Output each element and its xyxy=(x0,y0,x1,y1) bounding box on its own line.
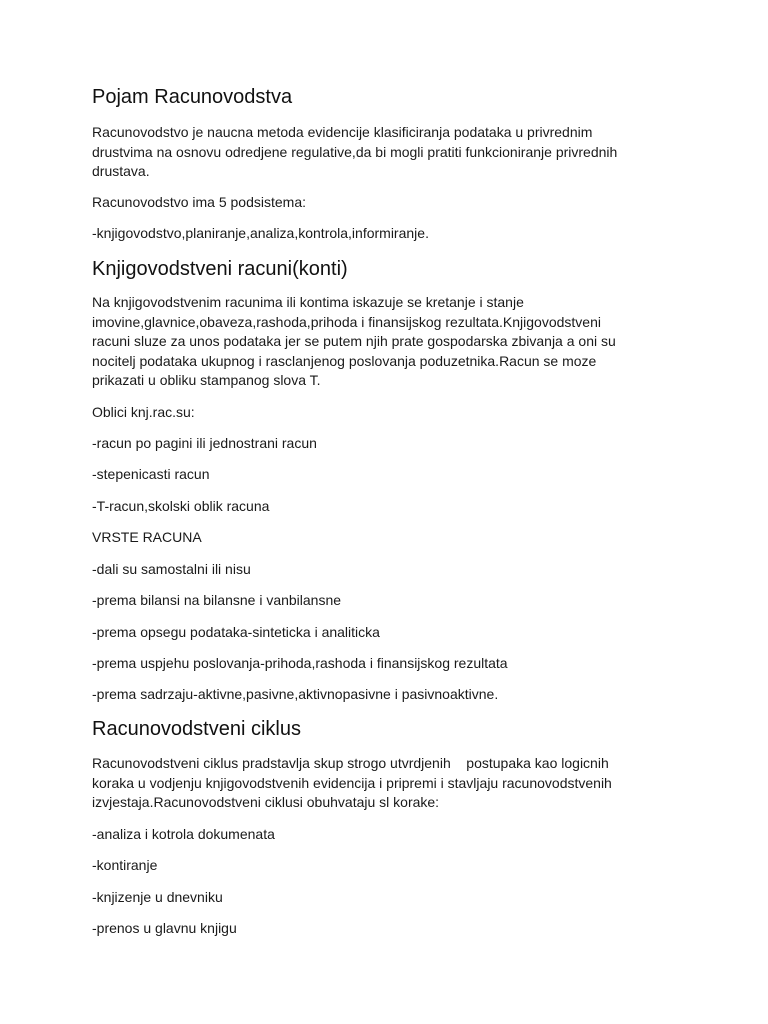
text-line: nocitelj podataka ukupnog i rasclanjenog poslovanja poduzetnika.Racun se moze xyxy=(92,352,597,369)
text-line: -stepenicasti racun xyxy=(92,466,210,482)
text-line: -dali su samostalni ili nisu xyxy=(92,561,251,577)
list-item xyxy=(92,856,157,876)
list-item xyxy=(92,497,269,517)
text-line: -prenos u glavnu knjigu xyxy=(92,920,237,936)
text-line: drustvima na osnovu odredjene regulative,da bi mogli pratiti funkcioniranje privrednih xyxy=(92,143,618,160)
text-line: -prema opsegu podataka-sinteticka i analiticka xyxy=(92,624,380,640)
paragraph xyxy=(92,528,202,548)
text-line: Racunovodstvo ima 5 podsistema: xyxy=(92,194,306,210)
text-line: -knjizenje u dnevniku xyxy=(92,889,223,905)
list-item xyxy=(92,434,317,454)
text-line: -kontiranje xyxy=(92,857,158,873)
text-line: prikazati u obliku stampanog slova T. xyxy=(92,372,321,388)
list-item xyxy=(92,654,508,674)
paragraph xyxy=(92,293,616,391)
list-item xyxy=(92,685,498,705)
list-item xyxy=(92,465,210,485)
list-item xyxy=(92,560,251,580)
paragraph xyxy=(92,224,429,244)
list-item xyxy=(92,825,275,845)
text-line: koraka u vodjenju knjigovodstvenih evidencija i pripremi i stavljaju racunovodstvenih xyxy=(92,774,612,791)
text-line: -T-racun,skolski oblik racuna xyxy=(92,498,270,514)
text-line: VRSTE RACUNA xyxy=(92,529,202,545)
paragraph xyxy=(92,403,195,423)
text-line: Oblici knj.rac.su: xyxy=(92,404,195,420)
text-line: izvjestaja.Racunovodstveni ciklusi obuhvataju sl korake: xyxy=(92,794,440,810)
text-line: -racun po pagini ili jednostrani racun xyxy=(92,435,317,451)
text-line: Racunovodstvo je naucna metoda evidencije klasificiranja podataka u privrednim xyxy=(92,124,593,140)
paragraph xyxy=(92,193,306,213)
paragraph xyxy=(92,123,617,182)
text-line: -analiza i kotrola dokumenata xyxy=(92,826,275,842)
heading-knjigovodstveni-racuni: Knjigovodstveni racuni(konti) xyxy=(92,258,348,280)
text-line: -prema bilansi na bilansne i vanbilansne xyxy=(92,592,342,608)
text-line: Racunovodstveni ciklus pradstavlja skup strogo utvrdjenih postupaka kao logicnih xyxy=(92,755,609,771)
text-line: -knjigovodstvo,planiranje,analiza,kontrola,informiranje. xyxy=(92,225,429,241)
paragraph xyxy=(92,754,612,813)
text-line: -prema uspjehu poslovanja-prihoda,rashoda i finansijskog rezultata xyxy=(92,655,508,671)
text-line: imovine,glavnice,obaveza,rashoda,prihoda i finansijskog rezultata.Knjigovodstveni xyxy=(92,313,601,330)
heading-racunovodstveni-ciklus: Racunovodstveni ciklus xyxy=(92,718,301,740)
text-line: Na knjigovodstvenim racunima ili kontima iskazuje se kretanje i stanje xyxy=(92,294,524,310)
list-item xyxy=(92,888,223,908)
text-line: -prema sadrzaju-aktivne,pasivne,aktivnopasivne i pasivnoaktivne. xyxy=(92,686,499,702)
list-item xyxy=(92,591,341,611)
text-line: racuni sluze za unos podataka jer se putem njih prate gospodarska zbivanja a oni su xyxy=(92,333,616,349)
heading-pojam-racunovodstva: Pojam Racunovodstva xyxy=(92,86,293,108)
list-item xyxy=(92,919,237,939)
text-line: drustava. xyxy=(92,163,150,179)
list-item xyxy=(92,623,380,643)
